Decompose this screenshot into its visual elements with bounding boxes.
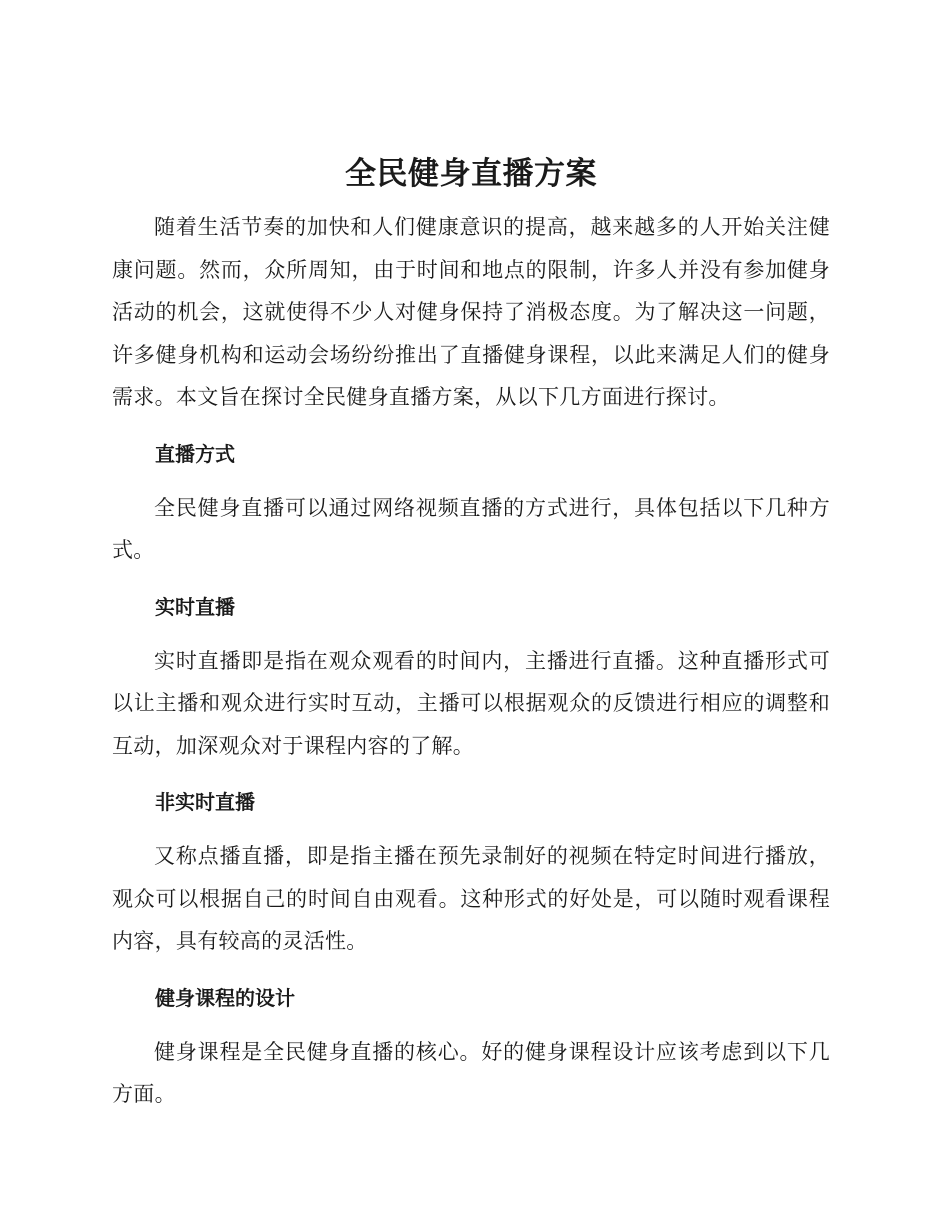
- section-heading-live-methods: 直播方式: [155, 441, 235, 466]
- section-paragraph-non-realtime-live: 又称点播直播，即是指主播在预先录制好的视频在特定时间进行播放，观众可以根据自己的时间自由观看。这种形式的好处是，可以随时观看课程内容，具有较高的灵活性。: [112, 844, 830, 953]
- section-heading-realtime-live: 实时直播: [155, 594, 235, 619]
- section-heading-non-realtime-live: 非实时直播: [155, 790, 255, 814]
- document-title: 全民健身直播方案: [345, 156, 597, 192]
- section-paragraph-live-methods: 全民健身直播可以通过网络视频直播的方式进行，具体包括以下几种方式。: [112, 495, 830, 562]
- intro-paragraph: 随着生活节奏的加快和人们健康意识的提高，越来越多的人开始关注健康问题。然而，众所周知，由于时间和地点的限制，许多人并没有参加健身活动的机会，这就使得不少人对健身保持了消极态度。为了解决这一问题，许多健身机构和运动会场纷纷推出了直播健身课程，以此来满足人们的健身需求。本文旨在探讨全民健身直播方案，从以下几方面进行探讨。: [112, 215, 830, 409]
- section-heading-course-design: 健身课程的设计: [155, 985, 295, 1010]
- document-body: [112, 148, 830, 1116]
- section-paragraph-course-design: 健身课程是全民健身直播的核心。好的健身课程设计应该考虑到以下几方面。: [112, 1039, 830, 1106]
- section-paragraph-realtime-live: 实时直播即是指在观众观看的时间内，主播进行直播。这种直播形式可以让主播和观众进行实时互动，主播可以根据观众的反馈进行相应的调整和互动，加深观众对于课程内容的了解。: [112, 648, 830, 758]
